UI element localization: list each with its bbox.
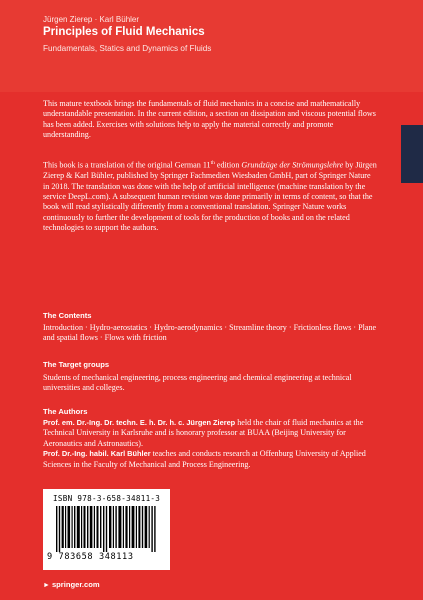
german-title: Grundzüge der Strömungslehre (241, 160, 344, 170)
target-heading: The Target groups (43, 360, 110, 369)
arrow-right-icon: ► (43, 582, 50, 589)
text-run: edition (214, 160, 242, 170)
paragraph-text (43, 158, 377, 234)
text-run: by Jürgen Zierep & Karl Bühler, published by Springer Fachmedien Wiesbaden GmbH, part of Springer Nature in 2018. The translation was done with the help of artificial intelligence (machine translation by the service DeepL.com). A subsequent human revision was done primarily in terms of content, so that the book will read stylistically differently from a conventional translation. Springer Nature works continuously to further the development of tools for the production of books and on the related technologies to support the authors. (43, 160, 377, 233)
header-authors: Jürgen Zierep · Karl Bühler (43, 15, 140, 24)
authors-text (43, 418, 377, 470)
isbn-text: ISBN 978-3-658-34811-3 (53, 494, 161, 503)
book-title: Principles of Fluid Mechanics (43, 26, 205, 38)
contents-text: Introduction · Hydro-aerostatics · Hydro-aerodynamics · Streamline theory · Frictionless flows · Plane and spatial flows · Flows with friction (43, 323, 377, 343)
barcode-digits: 9 783658 348113 (47, 552, 134, 562)
author-1-name: Prof. em. Dr.-Ing. Dr. techn. E. h. Dr. h. c. Jürgen Zierep (43, 418, 236, 427)
author-2-name: Prof. Dr.-Ing. habil. Karl Bühler (43, 449, 151, 459)
superscript: th (210, 160, 215, 166)
spine-tab (401, 125, 423, 183)
paragraph-text: This mature textbook brings the fundamentals of fluid mechanics in a concise and mathematically understandable presentation. In the current edition, a section on dissipation and viscous potential flows has been added. Exercises with solutions help to apply the material correctly and promote understanding. (43, 99, 376, 140)
author-1-text: held the chair of fluid mechanics at the Technical University in Karlsruhe and is honorary professor at BUAA (Beijing University for Aeronautics and Astronautics). (43, 418, 364, 448)
author-2-bio (43, 449, 377, 470)
barcode-icon (56, 506, 160, 552)
barcode-box (43, 489, 170, 570)
publisher-link[interactable] (43, 580, 100, 589)
book-subtitle: Fundamentals, Statics and Dynamics of Fluids (43, 44, 212, 53)
contents-heading: The Contents (43, 311, 92, 320)
author-2-text: teaches and conducts research at Offenburg University of Applied Sciences in the Faculty of Mechanical and Process Engineering. (43, 449, 366, 469)
author-1-bio (43, 418, 377, 449)
description-paragraph-1 (43, 99, 377, 141)
target-text: Students of mechanical engineering, process engineering and chemical engineering at technical universities and colleges. (43, 373, 352, 393)
description-paragraph-2 (43, 158, 377, 234)
header-band (0, 0, 423, 92)
authors-heading: The Authors (43, 407, 88, 416)
text-run: This book is a translation of the original German 11 (43, 160, 211, 170)
publisher-url[interactable]: springer.com (51, 580, 100, 589)
